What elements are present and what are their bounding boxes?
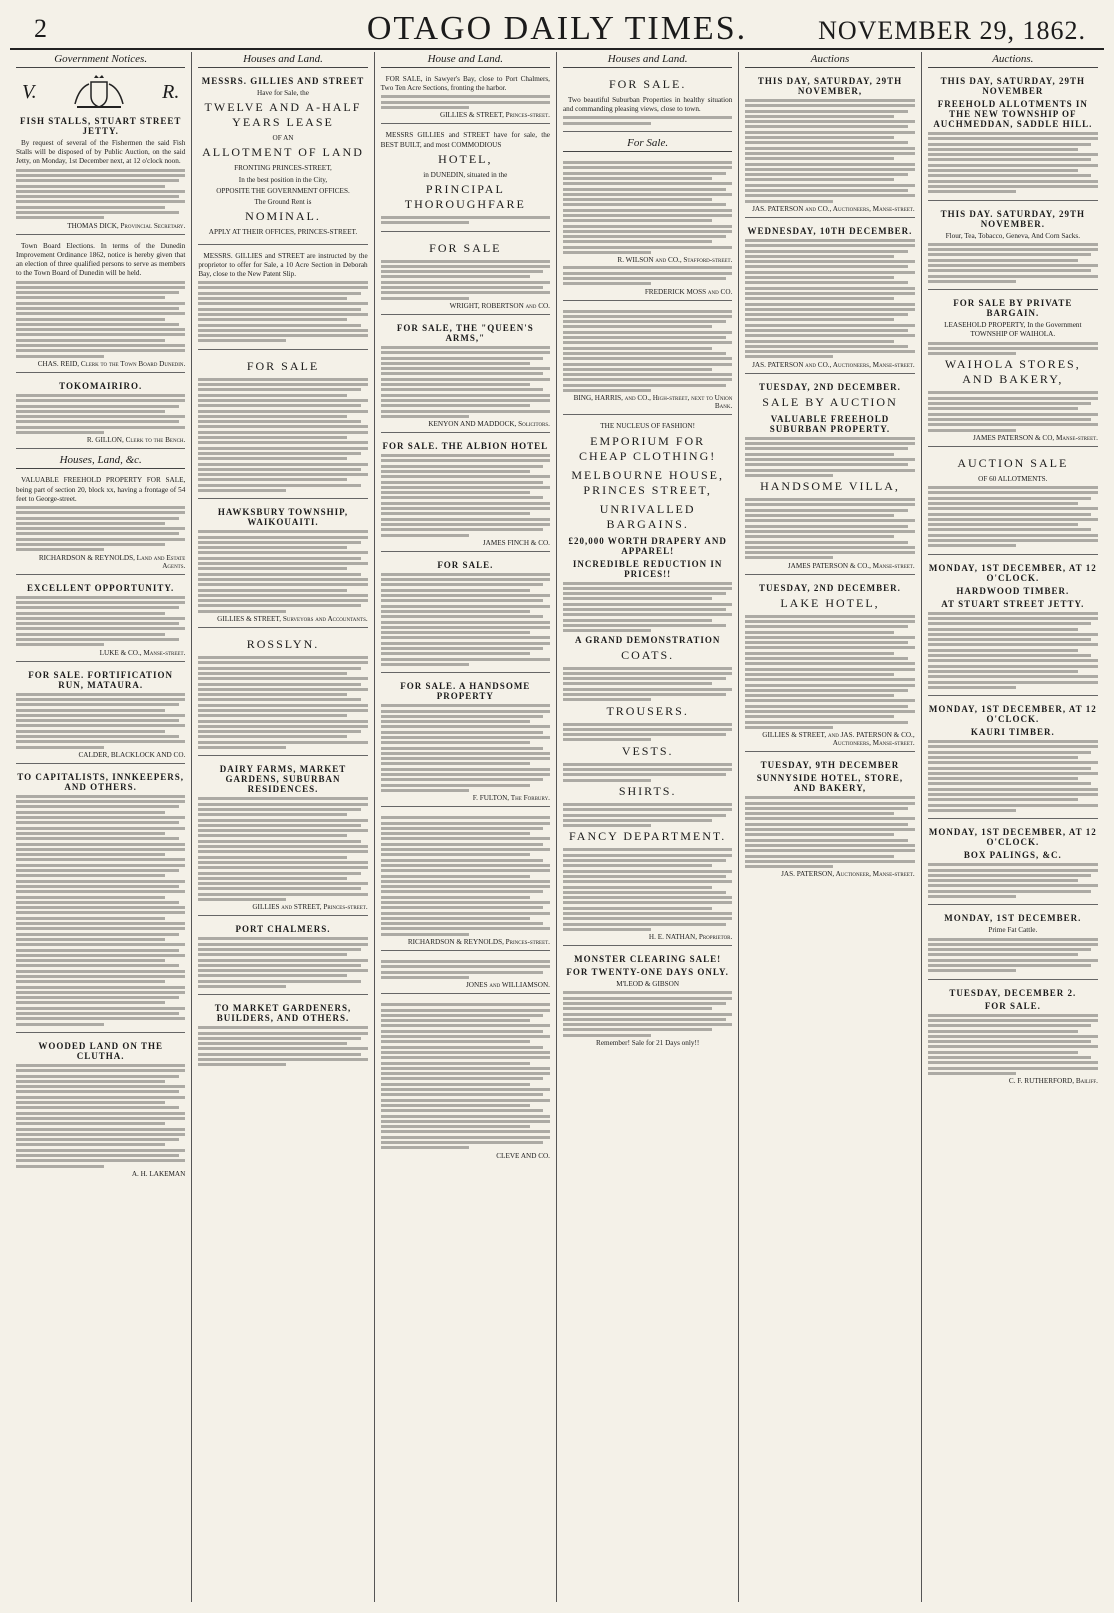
ad-title: KAURI TIMBER. bbox=[970, 727, 1055, 738]
auction-crockery bbox=[745, 72, 914, 218]
ad-line: Have for Sale, the bbox=[257, 89, 309, 97]
ad-town-section bbox=[381, 556, 550, 673]
notice-body: By request of several of the Fishermen the said Fish Stalls will be disposed of by Public Auction, on the said Jetty, on Monday, 1st December next, at 12 o'clock noon. bbox=[16, 139, 186, 166]
ad-line: M'LEOD & GIBSON bbox=[616, 980, 680, 989]
ad-line: THE NUCLEUS OF FASHION! bbox=[600, 422, 696, 431]
auction-date: MONDAY, 1ST DECEMBER. bbox=[944, 913, 1082, 924]
ad-headline: COATS. bbox=[621, 647, 675, 662]
ad-signature: JAS. PATERSON and CO., Auctioneers, Manse-street. bbox=[752, 204, 915, 213]
column-5 bbox=[739, 52, 921, 1602]
section-header: For Sale. bbox=[563, 136, 732, 152]
ad-title: FOR TWENTY-ONE DAYS ONLY. bbox=[566, 967, 729, 978]
ad-suburban-for-sale bbox=[563, 72, 732, 132]
ad-tobacco bbox=[563, 305, 732, 416]
auction-kauri-timber bbox=[928, 700, 1098, 819]
ad-body: VALUABLE FREEHOLD PROPERTY FOR SALE, being part of section 20, block xx, having a frontage of 54 feet to George-street. bbox=[16, 476, 186, 503]
ad-handsome-property bbox=[381, 677, 550, 807]
ad-headline: NOMINAL. bbox=[245, 209, 321, 224]
ad-signature: R. WILSON and CO., Stafford-street. bbox=[617, 256, 733, 265]
ad-title: FREEHOLD ALLOTMENTS IN THE NEW TOWNSHIP OF AUCHMEDDAN, SADDLE HILL. bbox=[933, 99, 1093, 129]
ad-line: Prime Fat Cattle. bbox=[988, 926, 1038, 935]
column-1 bbox=[10, 52, 192, 1602]
column-3 bbox=[375, 52, 557, 1602]
masthead bbox=[10, 8, 1104, 50]
ad-title: FOR SALE. THE ALBION HOTEL bbox=[382, 441, 549, 452]
issue-date: NOVEMBER 29, 1862. bbox=[818, 16, 1086, 45]
ad-headline: UNRIVALLED BARGAINS. bbox=[599, 501, 696, 531]
ad-title: FOR SALE. bbox=[437, 559, 494, 570]
ad-title: BOX PALINGS, &C. bbox=[963, 850, 1062, 861]
crest-letter-left: V. bbox=[22, 80, 37, 103]
column-header: Auctions bbox=[745, 52, 914, 68]
ad-line: OF AN bbox=[272, 134, 294, 143]
ad-title: INCREDIBLE REDUCTION IN PRICES!! bbox=[572, 558, 723, 579]
ad-headline: LAKE HOTEL, bbox=[780, 595, 880, 610]
ad-headline: PRINCIPAL THOROUGHFARE bbox=[404, 181, 526, 211]
ad-headline: MELBOURNE HOUSE, PRINCES STREET, bbox=[571, 467, 724, 497]
ad-title: MONSTER CLEARING SALE! bbox=[574, 954, 722, 965]
auction-date: WEDNESDAY, 10TH DECEMBER. bbox=[747, 225, 913, 236]
ad-signature: A. H. LAKEMAN bbox=[131, 1169, 186, 1178]
notice-town-board bbox=[16, 239, 185, 373]
ad-title: FOR SALE BY PRIVATE BARGAIN. bbox=[953, 298, 1073, 319]
ad-line: In the best position in the City, bbox=[238, 175, 328, 184]
ad-line: Remember! Sale for 21 Days only!! bbox=[596, 1039, 700, 1048]
ad-title: FOR SALE, THE "QUEEN'S ARMS," bbox=[396, 322, 534, 343]
ad-queens-arms bbox=[381, 319, 550, 433]
auction-suburban-villa bbox=[745, 378, 914, 575]
auction-sunnyside bbox=[745, 756, 914, 882]
ad-title: AT STUART STREET JETTY. bbox=[941, 598, 1085, 609]
auction-date: MONDAY, 1ST DECEMBER, AT 12 O'CLOCK. bbox=[928, 704, 1097, 725]
ad-for-sale bbox=[198, 354, 367, 500]
auction-date: THIS DAY. SATURDAY, 29TH NOVEMBER. bbox=[940, 208, 1085, 229]
ad-dairy-farms bbox=[198, 760, 367, 916]
ad-signature: JAS. PATERSON and CO., Auctioneers, Manse-street. bbox=[752, 360, 915, 369]
ad-line: OPPOSITE THE GOVERNMENT OFFICES. bbox=[216, 186, 350, 195]
ad-signature: RICHARDSON & REYNOLDS, Land and Estate Agents. bbox=[38, 553, 186, 570]
auction-date: TUESDAY, 2ND DECEMBER. bbox=[759, 582, 901, 593]
ad-headline: AUCTION SALE bbox=[957, 455, 1069, 470]
column-header: House and Land. bbox=[381, 52, 550, 68]
ad-line: Flour, Tea, Tobacco, Geneva, And Corn Sacks. bbox=[945, 231, 1080, 240]
section-header: Houses, Land, &c. bbox=[16, 453, 185, 469]
auction-auchmeddan bbox=[928, 72, 1098, 201]
ad-signature: GILLIES and STREET, Princes-street. bbox=[252, 903, 368, 912]
ad-line: in DUNEDIN, situated in the bbox=[423, 170, 508, 179]
ad-signature: JAMES FINCH & CO. bbox=[482, 538, 550, 547]
private-bargain-waihola bbox=[928, 294, 1098, 447]
ad-signature: BING, HARRIS, and CO., High-street, next to Union Bank. bbox=[573, 394, 733, 411]
ad-freehold-property bbox=[16, 473, 185, 574]
ad-signature: GILLIES & STREET, Surveyors and Accountants. bbox=[217, 615, 368, 624]
ad-title: HARDWOOD TIMBER. bbox=[956, 585, 1070, 596]
ad-signature: FREDERICK MOSS and CO. bbox=[644, 287, 733, 296]
ad-signature: CLEVE AND CO. bbox=[496, 1151, 550, 1160]
ad-port-chalmers bbox=[198, 920, 367, 995]
ad-title: FOR SALE. A HANDSOME PROPERTY bbox=[400, 681, 531, 702]
ad-title: TO CAPITALISTS, INNKEEPERS, AND OTHERS. bbox=[17, 771, 185, 792]
ad-title: £20,000 WORTH DRAPERY AND APPAREL! bbox=[568, 535, 727, 556]
notice-fish-stalls bbox=[16, 112, 185, 235]
ad-headline: ROSSLYN. bbox=[246, 637, 320, 652]
royal-arms-icon bbox=[69, 74, 129, 110]
ad-title: FOR SALE. bbox=[984, 1000, 1041, 1011]
ad-signature: GILLIES & STREET, Princes-street. bbox=[439, 111, 550, 120]
ad-body: MESSRS GILLIES and STREET have for sale, the BEST BUILT, and most COMMODIOUS bbox=[380, 131, 550, 149]
ad-headline: FOR SALE. bbox=[608, 77, 687, 91]
ad-signature: LUKE & CO., Manse-street. bbox=[99, 648, 186, 657]
ad-headline: SALE BY AUCTION bbox=[762, 394, 898, 409]
ad-headline: WAIHOLA STORES, AND BAKERY, bbox=[944, 357, 1081, 387]
column-header: Houses and Land. bbox=[198, 52, 367, 68]
ad-excellent-opportunity bbox=[16, 579, 185, 662]
ad-signature: H. E. NATHAN, Proprietor. bbox=[648, 933, 733, 942]
column-header: Houses and Land. bbox=[563, 52, 732, 68]
ad-suburban-properties bbox=[381, 811, 550, 951]
auction-lake-hotel bbox=[745, 579, 914, 753]
ad-first-class-property bbox=[381, 236, 550, 315]
ad-body: Two beautiful Suburban Properties in healthy situation and commanding pleasing views, close to town. bbox=[562, 96, 733, 114]
ad-headline: FOR SALE bbox=[246, 358, 320, 373]
ad-signature: JONES and WILLIAMSON. bbox=[466, 981, 550, 990]
auction-albion-hotel bbox=[745, 222, 914, 374]
newspaper-title: OTAGO DAILY TIMES. bbox=[366, 10, 748, 47]
ad-title: A GRAND DEMONSTRATION bbox=[574, 634, 721, 645]
ad-title: HAWKSBURY TOWNSHIP, WAIKOUAITI. bbox=[217, 507, 349, 528]
auction-60-allotments bbox=[928, 451, 1098, 555]
ad-albion-hotel bbox=[381, 437, 550, 552]
ad-title: DAIRY FARMS, MARKET GARDENS, SUBURBAN RESIDENCES. bbox=[219, 764, 347, 795]
ad-signature: C. F. RUTHERFORD, Bailiff. bbox=[1008, 1077, 1098, 1086]
ad-market-gardeners bbox=[198, 999, 367, 1072]
ad-title: FOR SALE. FORTIFICATION RUN, MATAURA. bbox=[28, 669, 174, 690]
ad-headline: TROUSERS. bbox=[606, 703, 689, 718]
ad-headline: VESTS. bbox=[621, 743, 674, 758]
ad-headline: HANDSOME VILLA, bbox=[760, 479, 900, 494]
ad-line: LEASEHOLD PROPERTY, In the Government TOWNSHIP OF WAIHOLA. bbox=[944, 321, 1082, 339]
notice-title: FISH STALLS, STUART STREET JETTY. bbox=[19, 116, 182, 136]
column-header: Government Notices. bbox=[16, 52, 185, 68]
notice-signature: THOMAS DICK, Provincial Secretary. bbox=[67, 221, 186, 230]
royal-crest bbox=[16, 72, 185, 112]
ad-title: VALUABLE FREEHOLD SUBURBAN PROPERTY. bbox=[769, 413, 891, 434]
auction-date: TUESDAY, 9TH DECEMBER bbox=[760, 760, 900, 771]
ad-signature: CALDER, BLACKLOCK AND CO. bbox=[78, 750, 186, 759]
ad-line: FRONTING PRINCES-STREET, bbox=[234, 164, 332, 173]
ad-sawyers-bay bbox=[381, 72, 550, 124]
ad-title: SUNNYSIDE HOTEL, STORE, AND BAKERY, bbox=[756, 773, 904, 794]
notice-body: Town Board Elections. In terms of the Dunedin Improvement Ordinance 1862, notice is hereby given that an election of three qualified persons to serve as members to the Town Board of Dunedin will be held. bbox=[16, 241, 186, 278]
auction-date: MONDAY, 1ST DECEMBER, AT 12 O'CLOCK. bbox=[928, 562, 1097, 583]
notice-title: TOKOMAIRIRO. bbox=[59, 380, 143, 391]
ad-headline: EMPORIUM FOR CHEAP CLOTHING! bbox=[579, 433, 717, 463]
ad-signature: F. FULTON, The Forbury. bbox=[472, 794, 550, 803]
ad-wooded-land bbox=[16, 1037, 185, 1182]
auction-date: THIS DAY, SATURDAY, 29TH NOVEMBER, bbox=[757, 76, 903, 96]
ad-line: APPLY AT THEIR OFFICES, PRINCES-STREET. bbox=[208, 228, 358, 237]
auction-fat-cattle bbox=[928, 909, 1098, 979]
ad-headline: TWELVE AND A-HALF YEARS LEASE bbox=[204, 100, 362, 130]
ad-commodious-hotel bbox=[381, 128, 550, 231]
auction-date: THIS DAY, SATURDAY, 29TH NOVEMBER bbox=[940, 76, 1085, 96]
ad-headline: FANCY DEPARTMENT. bbox=[569, 829, 727, 844]
ad-melbourne-house bbox=[563, 419, 732, 946]
ad-deborah-bay bbox=[198, 249, 367, 350]
ad-rosslyn bbox=[198, 632, 367, 756]
ad-fortification-run bbox=[16, 666, 185, 764]
ad-headline: FOR SALE bbox=[429, 240, 502, 255]
ad-signature: JAMES PATERSON & CO., Manse-street. bbox=[787, 561, 915, 570]
ad-monster-clearing-sale bbox=[563, 950, 732, 1054]
notice-tokomairiro bbox=[16, 377, 185, 449]
ad-hawksbury bbox=[198, 503, 367, 628]
ad-title: TO MARKET GARDENERS, BUILDERS, AND OTHERS. bbox=[214, 1003, 352, 1024]
auction-hardwood-timber bbox=[928, 559, 1098, 696]
crest-letter-right: R. bbox=[162, 80, 180, 103]
ad-capitalists bbox=[16, 768, 185, 1033]
page-number: 2 bbox=[34, 14, 47, 43]
ad-title: PORT CHALMERS. bbox=[235, 924, 331, 935]
ad-headline: HOTEL, bbox=[438, 151, 493, 166]
ad-signature: WRIGHT, ROBERTSON and CO. bbox=[449, 301, 550, 310]
auction-date: TUESDAY, DECEMBER 2. bbox=[949, 987, 1077, 998]
ad-signature: JAS. PATERSON, Auctioneer, Manse-street. bbox=[781, 870, 915, 879]
ad-line: OF 60 ALLOTMENTS. bbox=[978, 474, 1048, 483]
sheriff-sale bbox=[928, 984, 1098, 1090]
ad-title: EXCELLENT OPPORTUNITY. bbox=[27, 582, 175, 593]
columns bbox=[10, 52, 1104, 1602]
notice-signature: CHAS. REID, Clerk to the Town Board Dunedin. bbox=[37, 359, 186, 368]
ad-signature: KENYON AND MADDOCK, Solicitors. bbox=[428, 420, 550, 429]
column-2 bbox=[192, 52, 374, 1602]
ad-sundries bbox=[563, 156, 732, 301]
ad-headline: SHIRTS. bbox=[618, 783, 677, 798]
ad-signature: GILLIES & STREET, and JAS. PATERSON & CO., Auctioneers, Manse-street. bbox=[762, 731, 915, 748]
ad-line: The Ground Rent is bbox=[254, 198, 312, 207]
auction-box-palings bbox=[928, 823, 1098, 905]
ad-bush-section bbox=[381, 955, 550, 994]
ad-body: MESSRS. GILLIES and STREET are instructed by the proprietor to offer for Sale, a 10 Acre Section in Deborah Bay, close to the New Patent Slip. bbox=[198, 251, 368, 278]
auction-date: TUESDAY, 2ND DECEMBER. bbox=[759, 381, 901, 392]
ad-lots bbox=[381, 998, 550, 1163]
ad-signature: RICHARDSON & REYNOLDS, Princes-street. bbox=[407, 938, 550, 947]
ad-title: WOODED LAND ON THE CLUTHA. bbox=[38, 1040, 163, 1061]
auction-date: MONDAY, 1ST DECEMBER, AT 12 O'CLOCK. bbox=[928, 827, 1097, 848]
ad-headline: ALLOTMENT OF LAND bbox=[202, 145, 364, 160]
column-header: Auctions. bbox=[928, 52, 1098, 68]
ad-signature: JAMES PATERSON & CO, Manse-street. bbox=[973, 433, 1098, 442]
notice-signature: R. GILLON, Clerk to the Bench. bbox=[86, 436, 186, 445]
column-6 bbox=[922, 52, 1104, 1602]
column-4 bbox=[557, 52, 739, 1602]
auction-flour-tea bbox=[928, 205, 1098, 291]
ad-firm: MESSRS. GILLIES AND STREET bbox=[201, 76, 365, 86]
ad-twelve-year-lease bbox=[198, 72, 367, 245]
ad-body: FOR SALE, in Sawyer's Bay, close to Port Chalmers, Two Ten Acre Sections, fronting the harbor. bbox=[380, 75, 550, 93]
